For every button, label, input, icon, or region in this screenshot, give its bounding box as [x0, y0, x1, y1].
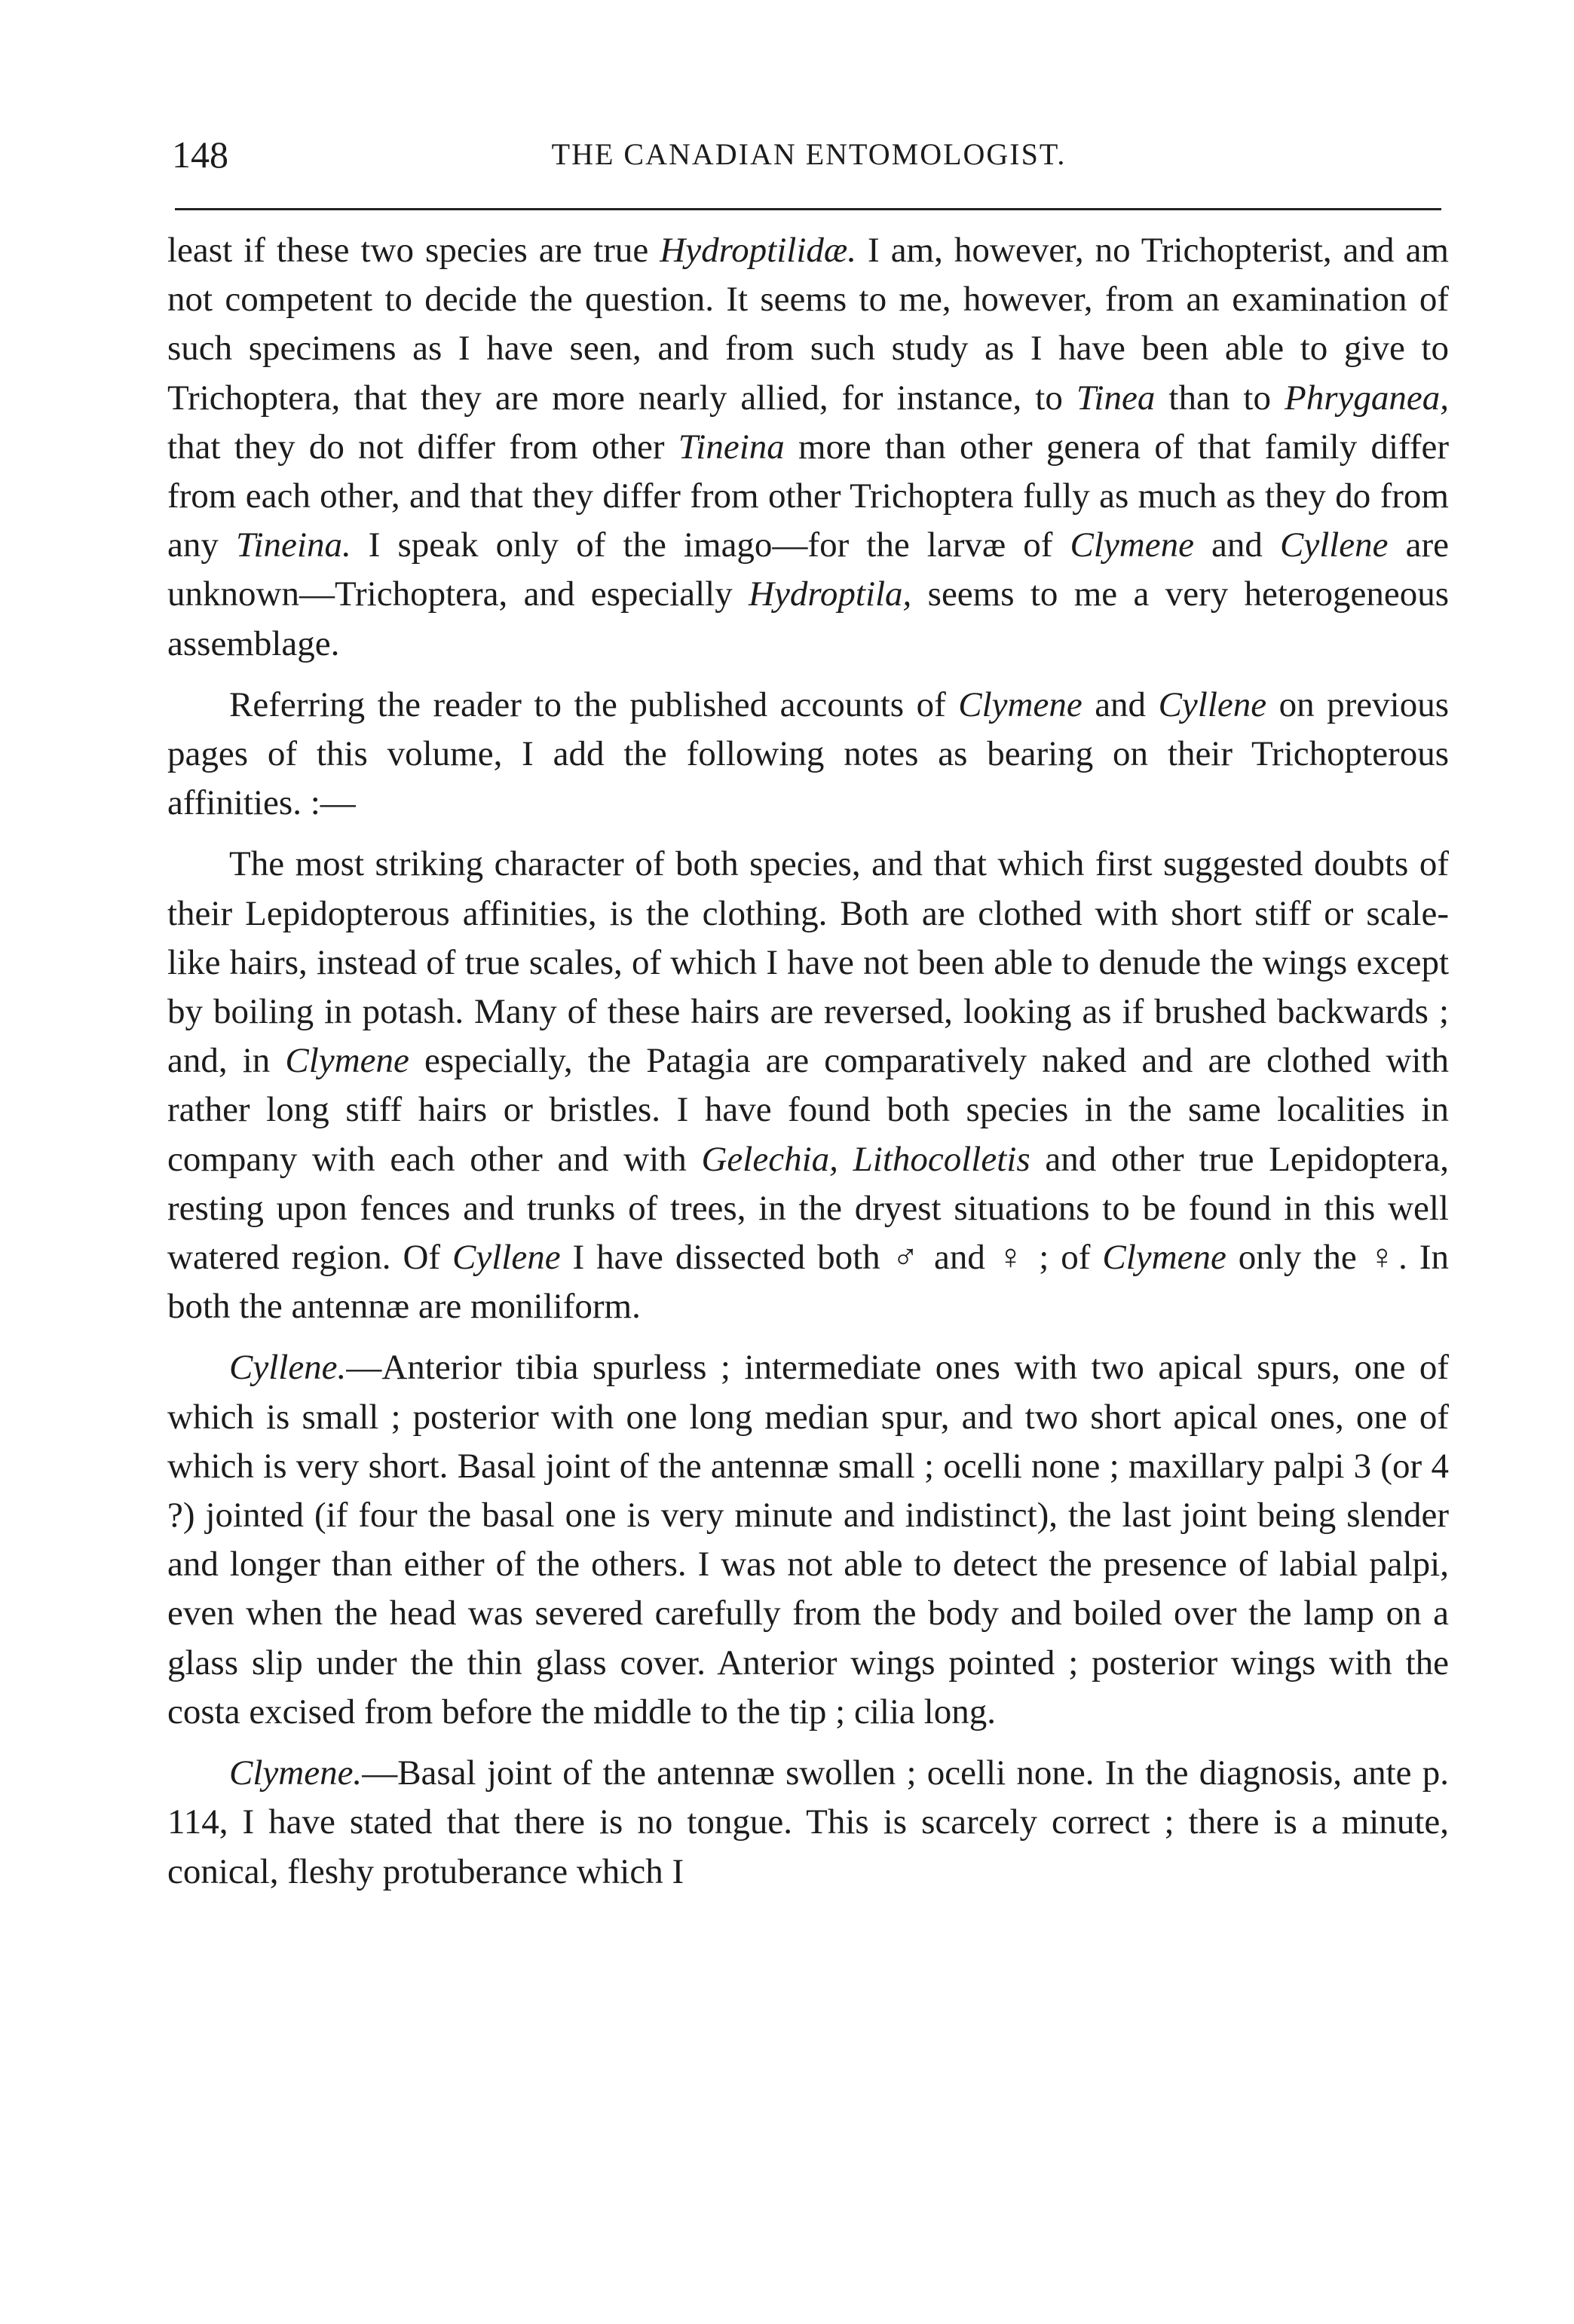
- italic-text: Gelechia, Lithocolletis: [701, 1139, 1030, 1179]
- text-run: I have dissected both ♂ and ♀ ; of: [560, 1238, 1103, 1278]
- paragraph-4: [167, 1343, 1449, 1737]
- italic-text: Hydroptila,: [749, 574, 912, 614]
- paragraph-5: [167, 1749, 1449, 1897]
- text-run: more than other genera of that family differ from each other, and that they differ from other Trichoptera fully as much as they do from any: [167, 427, 1449, 565]
- page-number: 148: [172, 133, 228, 176]
- text-run: especially, the Patagia are comparatively naked and are clothed with rather long stiff hairs or bristles. I have found both species in the same localities in company with each other and with: [167, 1041, 1449, 1179]
- italic-text: Tineina.: [235, 525, 351, 565]
- text-run: —Anterior tibia spurless ; intermediate ones with two apical spurs, one of which is small ; posterior with one long median spur, and two short apical ones, one of which is very short. Basal joint of the antennæ small ; ocelli none ; maxillary palpi 3 (or 4 ?) jointed (if four the basal one is very minute and indistinct), the last joint being slender and longer than either of the others. I was not able to detect the presence of labial palpi, even when the head was severed carefully from the body and boiled over the lamp on a glass slip under the thin glass cover. Anterior wings pointed ; posterior wings with the costa excised from before the middle to the tip ; cilia long.: [167, 1348, 1449, 1732]
- italic-text: Clymene: [285, 1041, 409, 1081]
- text-run: only the ♀. In both the antennæ are moniliform.: [167, 1238, 1449, 1327]
- italic-text: Phryganea,: [1285, 378, 1449, 418]
- text-run: least if these two species are true: [167, 231, 660, 270]
- text-run: than to: [1155, 378, 1285, 418]
- italic-text: Clymene: [1070, 525, 1194, 565]
- running-header: [172, 128, 1446, 181]
- text-run: I speak only of the imago—for the larvæ of: [351, 525, 1070, 565]
- text-run: I am, however, no Trichopterist, and am not competent to decide the question. It seems to me, however, from an examination of such specimens as I have seen, and from such study as I have been able to give to Trichoptera, that they are more nearly allied, for instance, to: [167, 231, 1449, 418]
- text-run: seems to me a very heterogeneous assemblage.: [167, 574, 1449, 663]
- paragraph-2: [167, 681, 1449, 828]
- italic-text: Cyllene: [452, 1238, 561, 1278]
- italic-text: Clymene.: [229, 1753, 363, 1793]
- text-run: on previous pages of this volume, I add the following notes as bearing on their Trichopterous affinities. :—: [167, 684, 1449, 823]
- text-run: and: [1082, 684, 1159, 724]
- text-run: Referring the reader to the published accounts of: [229, 684, 959, 724]
- italic-text: Tinea: [1076, 378, 1156, 418]
- header-rule: [175, 208, 1441, 210]
- italic-text: Clymene: [1102, 1238, 1226, 1278]
- text-run: and other true Lepidoptera, resting upon fences and trunks of trees, in the dryest situations to be found in this well watered region. Of: [167, 1139, 1449, 1278]
- paragraph-3: [167, 840, 1449, 1331]
- text-run: that they do not differ from other: [167, 427, 678, 467]
- text-run: —Basal joint of the antennæ swollen ; ocelli none. In the diagnosis, ante p. 114, I have stated that there is no tongue. This is scarcely correct ; there is a minute, conical, fleshy protuberance which I: [167, 1753, 1449, 1891]
- text-run: and: [1193, 525, 1280, 565]
- italic-text: Tineina: [678, 427, 785, 467]
- italic-text: Cyllene: [1279, 525, 1389, 565]
- italic-text: Cyllene.: [229, 1348, 347, 1388]
- italic-text: Clymene: [958, 684, 1083, 724]
- italic-text: Hydroptilidæ.: [660, 231, 856, 270]
- italic-text: Cyllene: [1158, 684, 1267, 724]
- body-text: [167, 226, 1449, 1897]
- paragraph-1: [167, 226, 1449, 669]
- text-run: The most striking character of both species, and that which first suggested doubts of their Lepidopterous affinities, is the clothing. Both are clothed with short stiff or scale-like hairs, instead of true scales, of which I have not been able to denude the wings except by boiling in potash. Many of these hairs are reversed, looking as if brushed backwards ; and, in: [167, 844, 1449, 1081]
- running-title: THE CANADIAN ENTOMOLOGIST.: [551, 137, 1067, 171]
- text-run: are unknown—Trichoptera, and especially: [167, 525, 1449, 614]
